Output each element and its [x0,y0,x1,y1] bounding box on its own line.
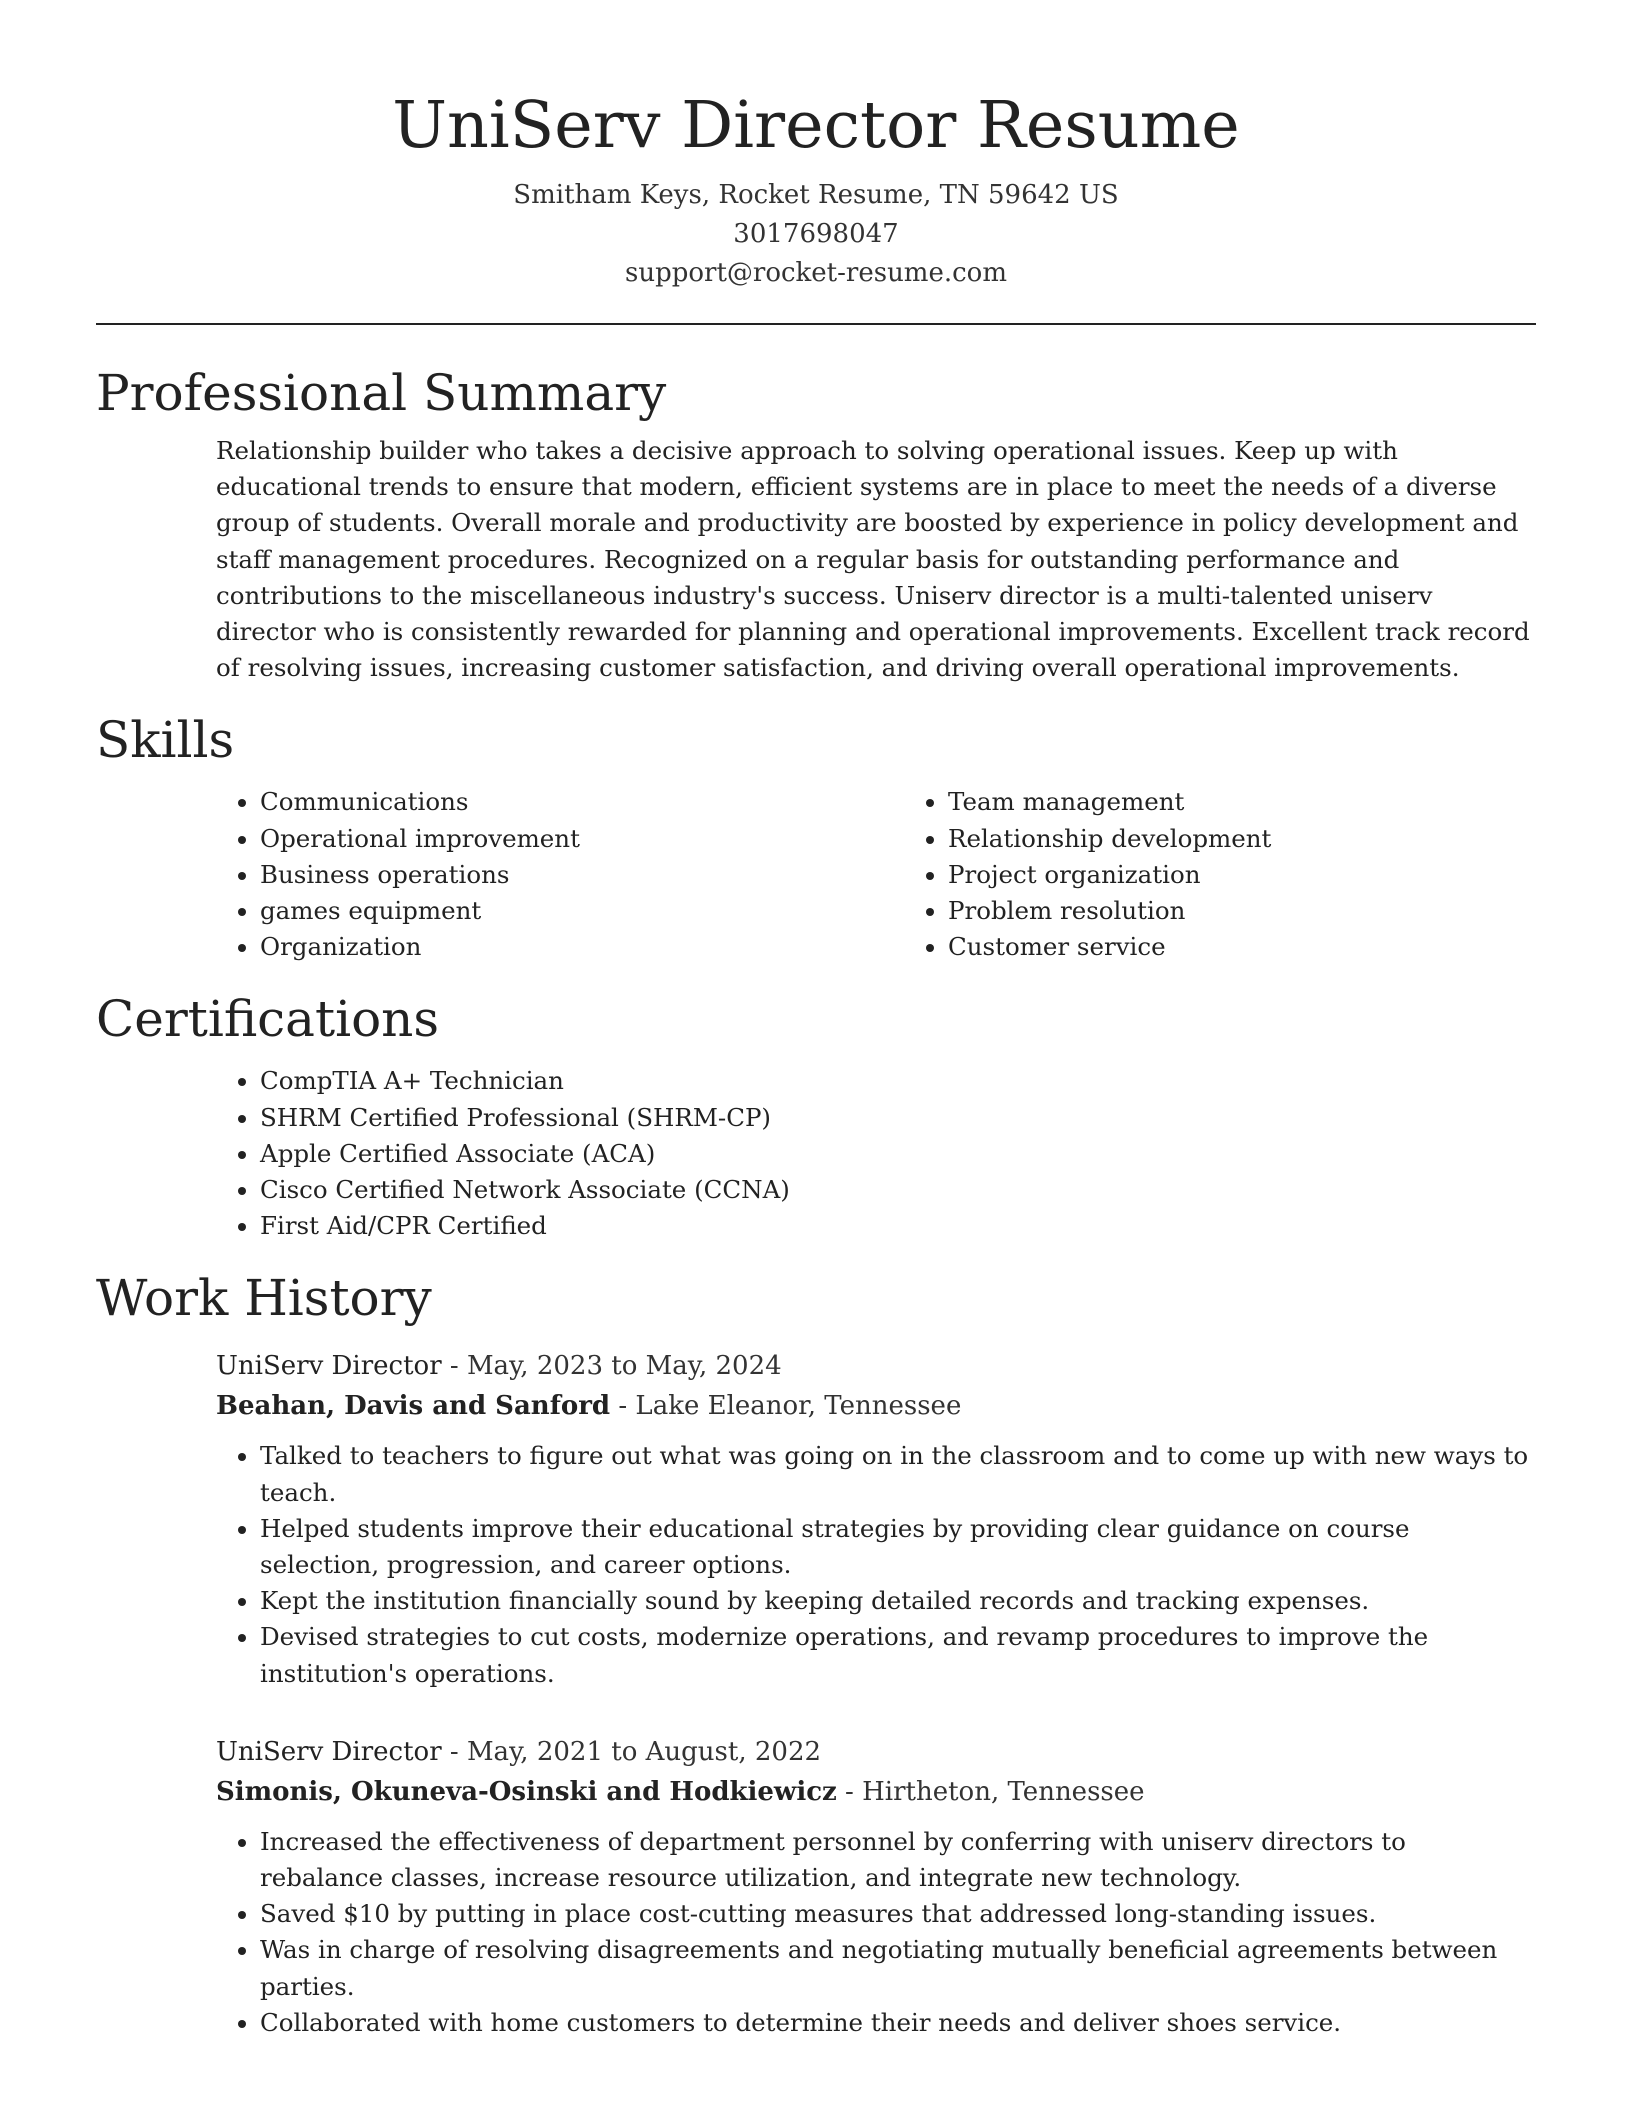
certification-item: • Cisco Certified Network Associate (CCNA) [260,1172,1536,1208]
job-entry [216,1346,1536,1691]
skill-item: • Organization [260,929,816,965]
job-duty: • Was in charge of resolving disagreements and negotiating mutually beneficial agreements between parties. [260,1932,1536,2004]
contact-block [96,176,1536,293]
summary-text: Relationship builder who takes a decisive approach to solving operational issues. Keep up with educational trends to ensure that modern, efficient systems are in place to meet the needs of a diverse group of students. Overall morale and productivity are boosted by experience in policy development and staff management procedures. Recognized on a regular basis for outstanding performance and contributions to the miscellaneous industry's success. Uniserv director is a multi-talented uniserv director who is consistently rewarded for planning and operational improvements. Excellent track record of resolving issues, increasing customer satisfaction, and driving overall operational improvements. [216,436,1530,683]
work-history-heading: Work History [96,1269,432,1328]
job-dates: - May, 2023 to May, 2024 [441,1351,782,1382]
certifications-list [96,1063,1536,1244]
skill-item: • Communications [260,784,816,820]
job-duty: • Talked to teachers to figure out what was going on in the classroom and to come up with new ways to teach. [260,1438,1536,1510]
job-company: Simonis, Okuneva-Osinski and Hodkiewicz [216,1776,837,1807]
skill-item: • Project organization [948,857,1536,893]
job-duty: • Collaborated with home customers to determine their needs and deliver shoes service. [260,2005,1536,2041]
work-history-section [96,1268,1536,2041]
skills-heading: Skills [96,711,235,770]
header-divider [96,323,1536,325]
job-title: UniServ Director [216,1736,442,1767]
job-location: - Lake Eleanor, Tennessee [610,1391,962,1422]
certification-item: • First Aid/CPR Certified [260,1208,1536,1244]
certification-item: • Apple Certified Associate (ACA) [260,1136,1536,1172]
skill-item: • Business operations [260,857,816,893]
job-duties-list [216,1438,1536,1691]
job-title-line [216,1732,1536,1772]
skill-item: • games equipment [260,893,816,929]
job-company: Beahan, Davis and Sanford [216,1391,611,1422]
job-duty: • Helped students improve their educational strategies by providing clear guidance on course selection, progression, and career options. [260,1511,1536,1583]
contact-email: support@rocket-resume.com [624,258,1007,288]
skills-grid [96,784,1536,965]
job-company-line [216,1386,1536,1426]
job-duties-list [216,1824,1536,2041]
certifications-section [96,989,1536,1244]
skills-column-right [816,784,1536,965]
skill-item: • Relationship development [948,821,1536,857]
job-location: - Hirtheton, Tennessee [836,1776,1145,1807]
job-company-line [216,1772,1536,1812]
job-dates: - May, 2021 to August, 2022 [441,1736,822,1767]
job-entry [216,1732,1536,2041]
resume-title: UniServ Director Resume [392,88,1240,163]
resume-header [96,0,1536,293]
job-title-line [216,1346,1536,1386]
job-duty: • Devised strategies to cut costs, modernize operations, and revamp procedures to improve the institution's operations. [260,1619,1536,1691]
skills-column-left [96,784,816,965]
summary-heading: Professional Summary [96,364,667,422]
skills-section [96,710,1536,965]
summary-section [96,363,1536,686]
certification-item: • SHRM Certified Professional (SHRM-CP) [260,1100,1536,1136]
skill-item: • Team management [948,784,1536,820]
contact-phone: 3017698047 [733,219,899,249]
job-title: UniServ Director [216,1351,442,1382]
job-duty: • Saved $10 by putting in place cost-cutting measures that addressed long-standing issues. [260,1896,1536,1932]
certifications-heading: Certifications [96,990,440,1049]
skill-item: • Operational improvement [260,821,816,857]
skill-item: • Problem resolution [948,893,1536,929]
job-duty: • Increased the effectiveness of department personnel by conferring with uniserv directors to rebalance classes, increase resource utilization, and integrate new technology. [260,1824,1536,1896]
job-duty: • Kept the institution financially sound by keeping detailed records and tracking expenses. [260,1583,1536,1619]
contact-address: Smitham Keys, Rocket Resume, TN 59642 US [513,180,1119,210]
skill-item: • Customer service [948,929,1536,965]
certification-item: • CompTIA A+ Technician [260,1063,1536,1099]
